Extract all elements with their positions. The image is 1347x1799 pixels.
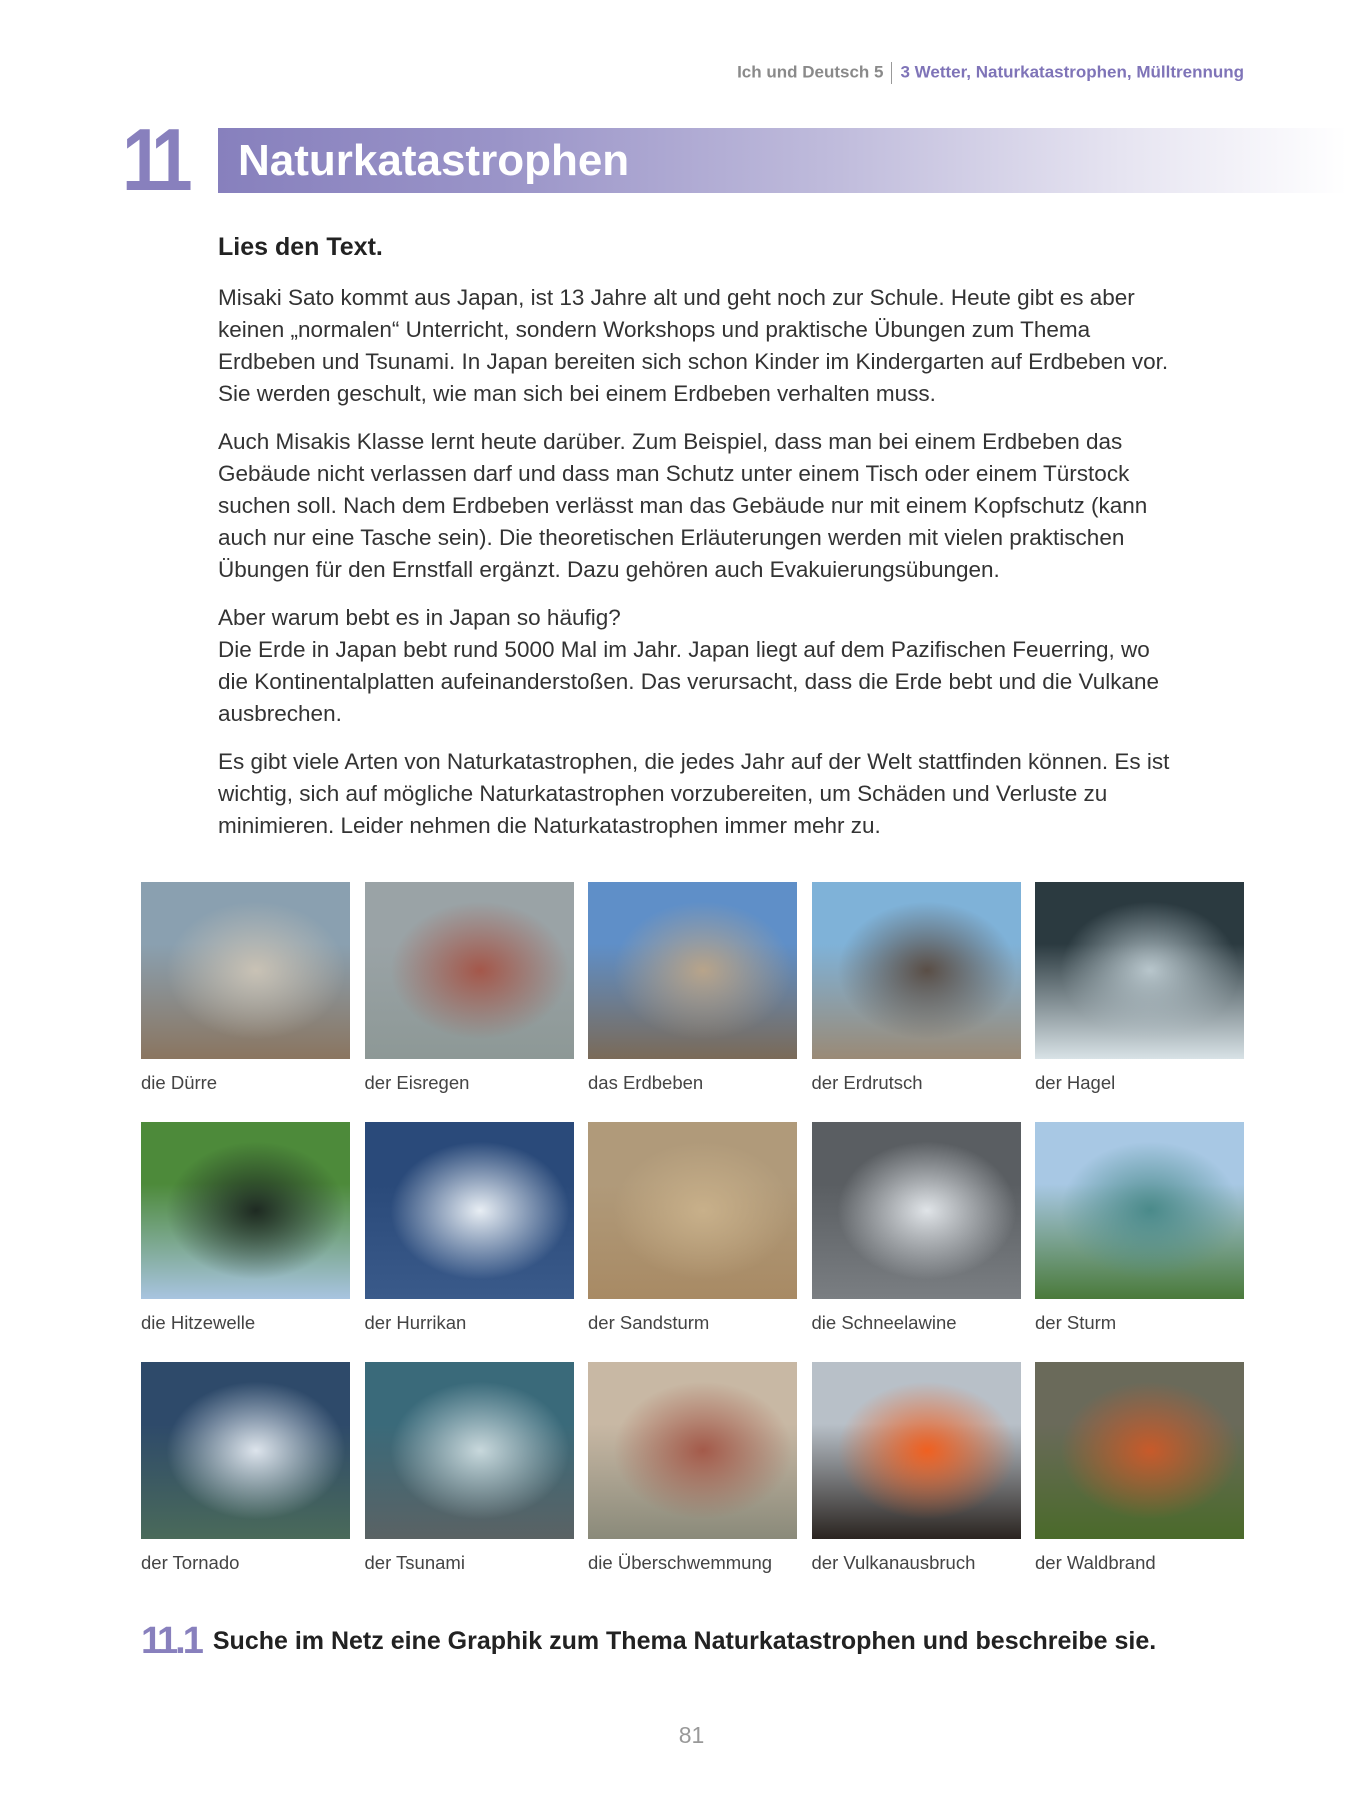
answer-text: Die Erde in Japan bebt rund 5000 Mal im Jahr. Japan liegt auf dem Pazifischen Feuerring, wo die Kontinentalplatten aufeinanderstoßen. Das verursacht, dass die Erde bebt und die Vulkane ausbrechen. xyxy=(218,637,1160,726)
image-card xyxy=(588,1122,797,1362)
disaster-photo xyxy=(365,882,574,1059)
image-card xyxy=(812,1362,1021,1602)
paragraph: Misaki Sato kommt aus Japan, ist 13 Jahre alt und geht noch zur Schule. Heute gibt es aber keinen „normalen“ Unterricht, sondern Workshops und praktische Übungen zum Thema Erdbeben und Tsunami. In Japan bereiten sich schon Kinder im Kindergarten auf Erdbeben vor. Sie werden geschult, wie man sich bei einem Erdbeben verhalten muss. xyxy=(218,285,1169,406)
question-line: Aber warum bebt es in Japan so häufig? xyxy=(218,605,621,630)
image-card xyxy=(1035,1122,1244,1362)
image-caption: der Vulkanausbruch xyxy=(811,1552,976,1573)
image-caption: der Sturm xyxy=(1035,1312,1117,1333)
lesson-number: 11 xyxy=(122,110,185,209)
image-caption: der Erdrutsch xyxy=(811,1072,923,1093)
book-title: Ich und Deutsch 5 xyxy=(737,62,884,82)
paragraph: Es gibt viele Arten von Naturkatastrophen, die jedes Jahr auf der Welt stattfinden können. Es ist wichtig, sich auf mögliche Naturkatastrophen vorzubereiten, um Schäden und Verluste zu minimieren. Leider nehmen die Naturkatastrophen immer mehr zu. xyxy=(218,749,1170,838)
image-card xyxy=(588,882,797,1122)
image-card xyxy=(141,1362,350,1602)
image-caption: die Schneelawine xyxy=(811,1312,957,1333)
disaster-photo xyxy=(141,1122,350,1299)
disaster-photo xyxy=(1035,1122,1244,1299)
image-caption: die Überschwemmung xyxy=(588,1552,773,1573)
task-number: 11.1 xyxy=(141,1620,201,1662)
image-card xyxy=(588,1362,797,1602)
image-caption: der Hagel xyxy=(1035,1072,1116,1093)
image-card xyxy=(365,1362,574,1602)
paragraph: Auch Misakis Klasse lernt heute darüber. Zum Beispiel, dass man bei einem Erdbeben das Gebäude nicht verlassen darf und dass man Schutz unter einem Tisch oder einem Türstock suchen soll. Nach dem Erdbeben verlässt man das Gebäude nur mit einem Kopfschutz (kann auch nur eine Tasche sein). Die theoretischen Erläuterungen werden mit vielen praktischen Übungen für den Ernstfall ergänzt. Dazu gehören auch Evakuierungsübungen. xyxy=(218,429,1148,582)
image-caption: die Dürre xyxy=(141,1072,218,1093)
running-header xyxy=(737,62,1244,84)
paragraph xyxy=(218,602,1178,730)
disaster-photo xyxy=(588,882,797,1059)
image-caption: der Sandsturm xyxy=(588,1312,710,1333)
task-text: Suche im Netz eine Graphik zum Thema Naturkatastrophen und beschreibe sie. xyxy=(212,1627,1157,1655)
image-caption: der Tsunami xyxy=(364,1552,465,1573)
disaster-photo xyxy=(365,1362,574,1539)
disaster-photo xyxy=(1035,882,1244,1059)
image-caption: der Tornado xyxy=(141,1552,240,1573)
image-caption: die Hitzewelle xyxy=(141,1312,256,1333)
image-caption: das Erdbeben xyxy=(588,1072,704,1093)
chapter-title: 3 Wetter, Naturkatastrophen, Mülltrennung xyxy=(900,62,1244,82)
disaster-photo xyxy=(812,882,1021,1059)
header-divider xyxy=(891,62,892,84)
lesson-title: Naturkatastrophen xyxy=(238,136,630,185)
disaster-photo xyxy=(141,882,350,1059)
image-caption: der Eisregen xyxy=(364,1072,470,1093)
disaster-photo xyxy=(812,1122,1021,1299)
image-card xyxy=(365,1122,574,1362)
disaster-photo xyxy=(588,1122,797,1299)
image-card xyxy=(812,1122,1021,1362)
image-card xyxy=(1035,1362,1244,1602)
disaster-image-grid xyxy=(141,882,1244,1602)
image-caption: der Waldbrand xyxy=(1035,1552,1156,1573)
image-card xyxy=(812,882,1021,1122)
disaster-photo xyxy=(141,1362,350,1539)
disaster-photo xyxy=(588,1362,797,1539)
disaster-photo xyxy=(1035,1362,1244,1539)
page-number: 81 xyxy=(678,1722,705,1748)
reading-text xyxy=(218,282,1178,858)
disaster-photo xyxy=(812,1362,1021,1539)
image-card xyxy=(141,882,350,1122)
image-caption: der Hurrikan xyxy=(364,1312,467,1333)
task xyxy=(141,1620,1156,1663)
disaster-photo xyxy=(365,1122,574,1299)
image-card xyxy=(141,1122,350,1362)
image-card xyxy=(365,882,574,1122)
image-card xyxy=(1035,882,1244,1122)
lesson-banner xyxy=(218,128,1347,193)
instruction: Lies den Text. xyxy=(218,233,383,261)
